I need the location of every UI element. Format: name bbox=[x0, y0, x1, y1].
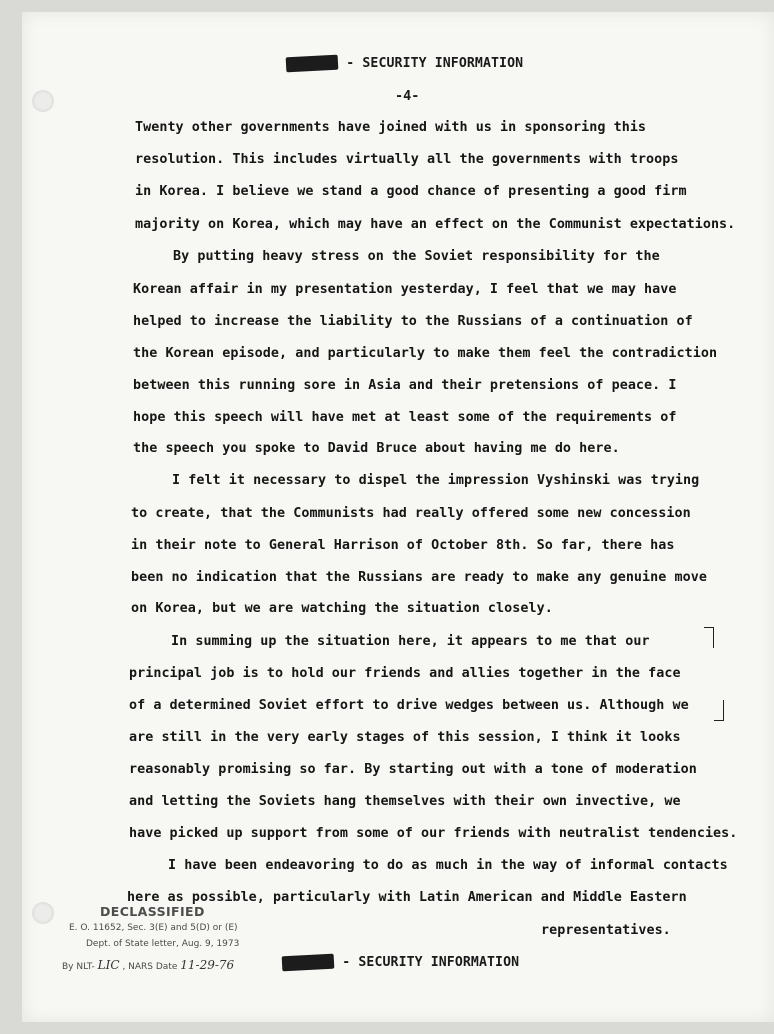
body-line: hope this speech will have met at least some of the requirements of bbox=[133, 410, 677, 425]
redacted-word bbox=[286, 55, 339, 73]
declassified-stamp-line: E. O. 11652, Sec. 3(E) and 5(D) or (E) bbox=[69, 923, 238, 933]
declassified-stamp-line bbox=[62, 958, 234, 972]
body-line: to create, that the Communists had really offered some new concession bbox=[131, 506, 691, 521]
page-number: -4- bbox=[395, 88, 420, 104]
punch-hole bbox=[32, 902, 54, 924]
body-line: Twenty other governments have joined with us in sponsoring this bbox=[135, 120, 647, 135]
declassified-stamp-line: Dept. of State letter, Aug. 9, 1973 bbox=[86, 939, 240, 949]
margin-bracket-mark bbox=[704, 627, 714, 648]
body-line: been no indication that the Russians are ready to make any genuine move bbox=[131, 570, 707, 585]
footer-classification bbox=[282, 955, 519, 970]
declassified-stamp-title: DECLASSIFIED bbox=[100, 904, 205, 919]
classification-label: - SECURITY INFORMATION bbox=[346, 56, 524, 71]
stamp-by-label: By NLT- bbox=[62, 962, 95, 972]
body-line: By putting heavy stress on the Soviet responsibility for the bbox=[173, 249, 660, 264]
body-line: reasonably promising so far. By starting out with a tone of moderation bbox=[129, 762, 697, 777]
body-line: have picked up support from some of our friends with neutralist tendencies. bbox=[129, 826, 738, 841]
punch-hole bbox=[32, 90, 54, 112]
body-line: Korean affair in my presentation yesterday, I feel that we may have bbox=[133, 282, 677, 297]
body-line: on Korea, but we are watching the situation closely. bbox=[131, 601, 553, 616]
body-line: and letting the Soviets hang themselves with their own invective, we bbox=[129, 794, 681, 809]
body-line: the speech you spoke to David Bruce about having me do here. bbox=[133, 441, 620, 456]
body-line: resolution. This includes virtually all the governments with troops bbox=[135, 152, 679, 167]
stamp-by-handwriting: LIC bbox=[97, 958, 120, 972]
body-line: I felt it necessary to dispel the impression Vyshinski was trying bbox=[172, 473, 700, 488]
stamp-nars-label: , NARS Date bbox=[122, 962, 178, 972]
body-line: here as possible, particularly with Latin American and Middle Eastern bbox=[127, 890, 687, 905]
redacted-word bbox=[282, 954, 335, 972]
body-line: of a determined Soviet effort to drive wedges between us. Although we bbox=[129, 698, 689, 713]
stamp-date-handwriting: 11-29-76 bbox=[180, 958, 235, 972]
body-line: I have been endeavoring to do as much in the way of informal contacts bbox=[168, 858, 728, 873]
body-line: are still in the very early stages of this session, I think it looks bbox=[129, 730, 681, 745]
body-line: between this running sore in Asia and their pretensions of peace. I bbox=[133, 378, 677, 393]
body-line: in their note to General Harrison of October 8th. So far, there has bbox=[131, 538, 675, 553]
body-line: In summing up the situation here, it appears to me that our bbox=[171, 634, 650, 649]
body-line: in Korea. I believe we stand a good chance of presenting a good firm bbox=[135, 184, 687, 199]
body-line: the Korean episode, and particularly to make them feel the contradiction bbox=[133, 346, 718, 361]
margin-bracket-mark bbox=[714, 700, 724, 721]
body-line: helped to increase the liability to the Russians of a continuation of bbox=[133, 314, 693, 329]
body-line: majority on Korea, which may have an effect on the Communist expectations. bbox=[135, 217, 736, 232]
classification-label: - SECURITY INFORMATION bbox=[342, 955, 520, 970]
header-classification bbox=[286, 56, 523, 71]
body-line: representatives. bbox=[541, 923, 671, 938]
body-line: principal job is to hold our friends and allies together in the face bbox=[129, 666, 681, 681]
